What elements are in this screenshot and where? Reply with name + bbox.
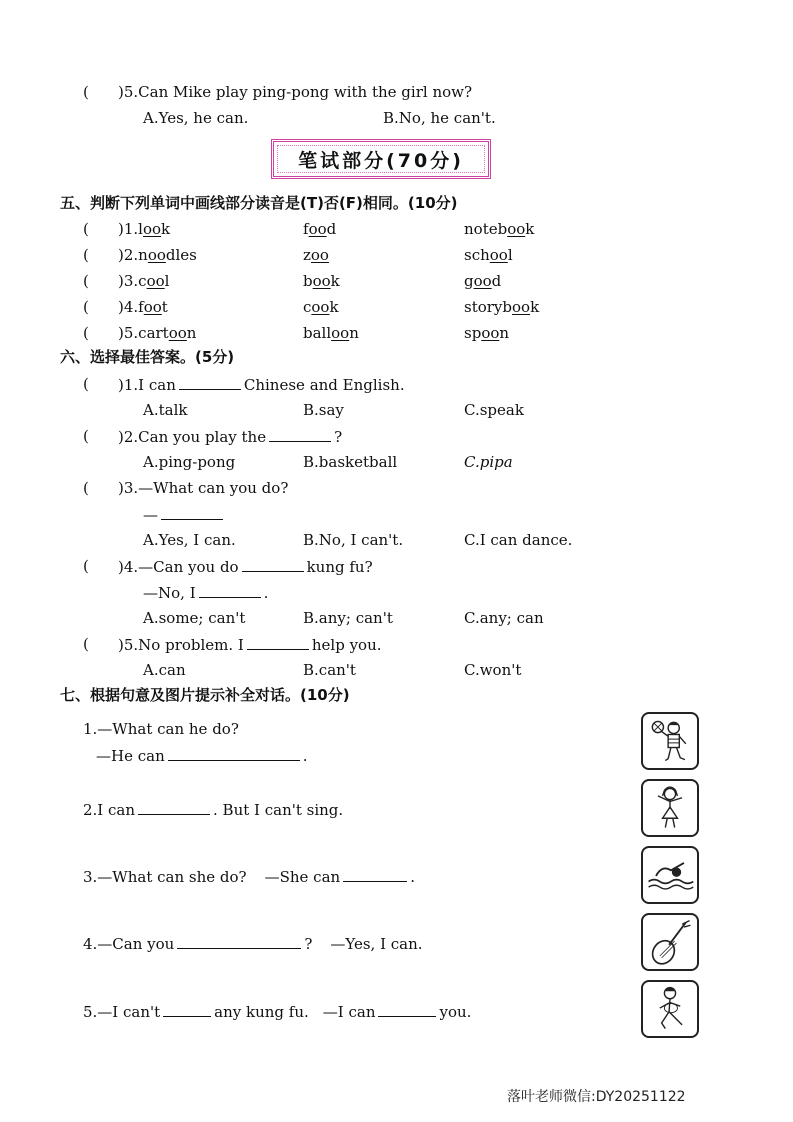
pipa-icon bbox=[643, 915, 697, 969]
q1-option-a: A.talk bbox=[143, 401, 188, 419]
answer-paren: ( bbox=[83, 298, 89, 316]
question-stem: )5.Can Mike play ping-pong with the girl now? bbox=[118, 83, 473, 101]
answer-paren: ( bbox=[83, 220, 89, 238]
paren: ( bbox=[83, 635, 89, 653]
q4-option-c: C.any; can bbox=[464, 609, 544, 627]
q1-option-b: B.say bbox=[303, 401, 344, 419]
q2-option-c: C.pipa bbox=[464, 453, 513, 471]
section5-title: 五、判断下列单词中画线部分读音是(T)否(F)相同。(10分) bbox=[60, 194, 458, 212]
word-1: )5.cartoon bbox=[118, 324, 197, 342]
banner-title: 笔试部分(70分) bbox=[298, 149, 464, 172]
word-3: storybook bbox=[464, 298, 540, 316]
s7-q2: 2.I can . But I can't sing. bbox=[83, 801, 344, 819]
word-1: )3.cool bbox=[118, 272, 170, 290]
q1-option-c: C.speak bbox=[464, 401, 524, 419]
word-2: zoo bbox=[303, 246, 329, 264]
q4-option-b: B.any; can't bbox=[303, 609, 393, 627]
pipa-picture bbox=[641, 913, 699, 971]
answer-paren: ( bbox=[83, 83, 89, 101]
word-1: )2.noodles bbox=[118, 246, 197, 264]
paren: ( bbox=[83, 557, 89, 575]
s7-q4: 4.—Can you ? —Yes, I can. bbox=[83, 935, 423, 953]
word-3: notebook bbox=[464, 220, 535, 238]
s7-q3: 3.—What can she do? —She can . bbox=[83, 868, 415, 886]
option-a: A.Yes, he can. bbox=[143, 109, 249, 127]
word-1: )4.foot bbox=[118, 298, 168, 316]
q1-line: )1.I can Chinese and English. bbox=[118, 376, 405, 394]
q2-option-b: B.basketball bbox=[303, 453, 398, 471]
answer-paren: ( bbox=[83, 246, 89, 264]
footer-contact: 落叶老师微信:DY20251122 bbox=[507, 1089, 686, 1105]
option-b: B.No, he can't. bbox=[383, 109, 496, 127]
q3-option-a: A.Yes, I can. bbox=[143, 531, 236, 549]
q3-line: )3.—What can you do? bbox=[118, 479, 289, 497]
word-2: book bbox=[303, 272, 340, 290]
swimming-picture bbox=[641, 846, 699, 904]
section6-title: 六、选择最佳答案。(5分) bbox=[60, 348, 235, 366]
dancing-girl-icon bbox=[643, 781, 697, 835]
kung-fu-icon bbox=[643, 982, 697, 1036]
word-1: )1.look bbox=[118, 220, 171, 238]
s7-q1-line1: 1.—What can he do? bbox=[83, 720, 239, 738]
word-3: spoon bbox=[464, 324, 510, 342]
q4-option-a: A.some; can't bbox=[143, 609, 246, 627]
dancing-picture bbox=[641, 779, 699, 837]
word-3: school bbox=[464, 246, 513, 264]
q5-line: )5.No problem. I help you. bbox=[118, 636, 382, 654]
s7-q1-line2: —He can . bbox=[96, 747, 308, 765]
written-part-banner bbox=[271, 139, 491, 179]
answer-paren: ( bbox=[83, 324, 89, 342]
word-2: food bbox=[303, 220, 337, 238]
ping-pong-icon bbox=[643, 714, 697, 768]
section7-title: 七、根据句意及图片提示补全对话。(10分) bbox=[60, 686, 350, 704]
word-2: cook bbox=[303, 298, 339, 316]
q5-option-b: B.can't bbox=[303, 661, 356, 679]
q3-option-c: C.I can dance. bbox=[464, 531, 573, 549]
q2-line: )2.Can you play the ? bbox=[118, 428, 343, 446]
q3-option-b: B.No, I can't. bbox=[303, 531, 404, 549]
q5-option-a: A.can bbox=[143, 661, 186, 679]
swimming-icon bbox=[643, 848, 697, 902]
paren: ( bbox=[83, 375, 89, 393]
ping-pong-picture bbox=[641, 712, 699, 770]
word-2: balloon bbox=[303, 324, 359, 342]
s7-q5: 5.—I can't any kung fu. —I can you. bbox=[83, 1003, 472, 1021]
q4-line: )4.—Can you do kung fu? bbox=[118, 558, 373, 576]
q5-option-c: C.won't bbox=[464, 661, 522, 679]
answer-paren: ( bbox=[83, 272, 89, 290]
q3-answer-line: — bbox=[143, 505, 226, 524]
word-3: good bbox=[464, 272, 502, 290]
paren: ( bbox=[83, 479, 89, 497]
paren: ( bbox=[83, 427, 89, 445]
kung-fu-picture bbox=[641, 980, 699, 1038]
q4-line2: —No, I . bbox=[143, 584, 269, 602]
q2-option-a: A.ping-pong bbox=[143, 453, 236, 471]
